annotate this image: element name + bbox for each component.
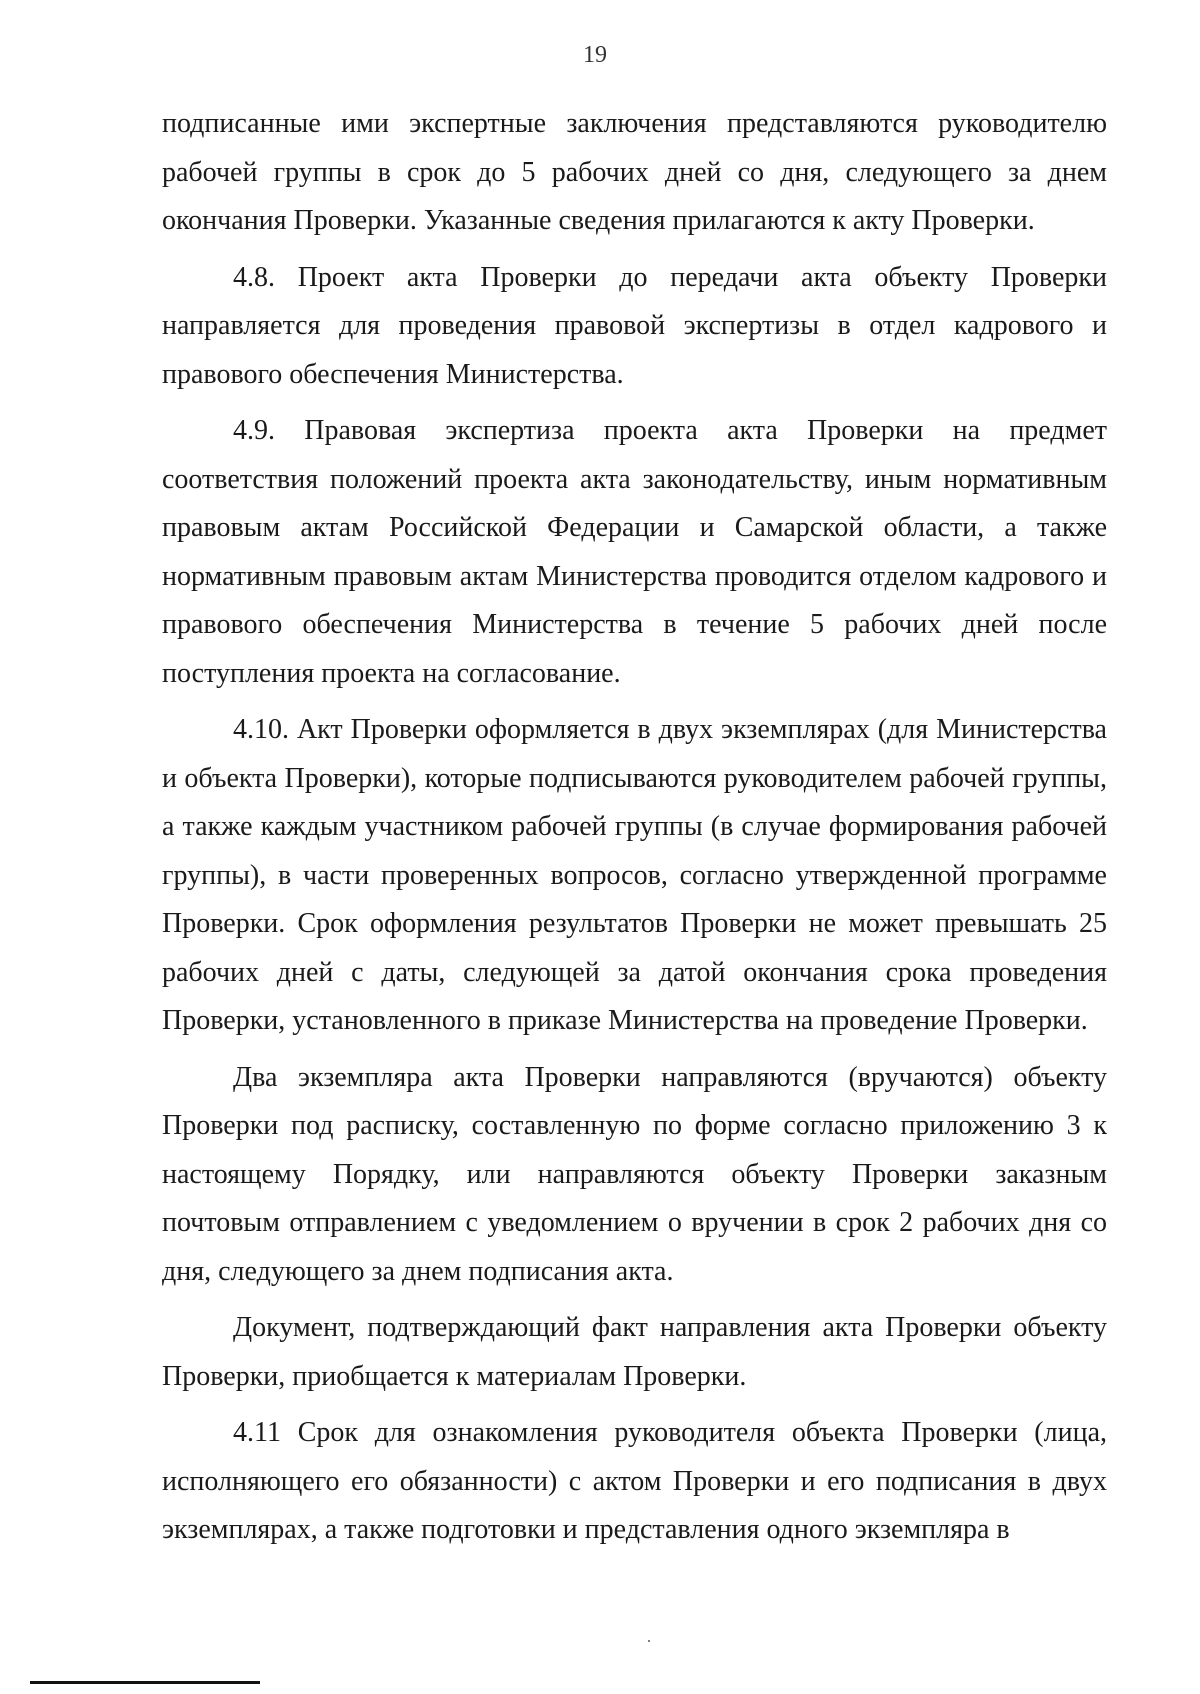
page-number: 19 bbox=[583, 42, 607, 68]
document-body bbox=[162, 100, 1107, 1555]
footnote-rule bbox=[30, 1681, 260, 1684]
paragraph-copies: Два экземпляра акта Проверки направляются (вручаются) объекту Проверки под расписку, составленную по форме согласно приложению 3 к настоящему Порядку, или направляются объекту Проверки заказным почтовым отправлением с уведомлением о вручении в срок 2 рабочих дня со дня, следующего за днем подписания акта. bbox=[162, 1061, 1107, 1287]
paragraph-4-9: 4.9. Правовая экспертиза проекта акта Проверки на предмет соответствия положений проекта акта законодательству, иным нормативным правовым актам Российской Федерации и Самарской области, а также нормативным правовым актам Министерства проводится отделом кадрового и правового обеспечения Министерства в течение 5 рабочих дней после поступления проекта на согласование. bbox=[162, 415, 1107, 689]
paragraph-document: Документ, подтверждающий факт направления акта Проверки объекту Проверки, приобщается к материалам Проверки. bbox=[162, 1312, 1107, 1392]
paragraph-4-8: 4.8. Проект акта Проверки до передачи акта объекту Проверки направляется для проведения правовой экспертизы в отдел кадрового и правового обеспечения Министерства. bbox=[162, 261, 1107, 390]
paragraph-continuation: подписанные ими экспертные заключения представляются руководителю рабочей группы в срок до 5 рабочих дней со дня, следующего за днем окончания Проверки. Указанные сведения прилагаются к акту Проверки. bbox=[162, 108, 1107, 236]
scan-speck bbox=[648, 1640, 650, 1642]
paragraph-4-10: 4.10. Акт Проверки оформляется в двух экземплярах (для Министерства и объекта Проверки), которые подписываются руководителем рабочей группы, а также каждым участником рабочей группы (в случае формирования рабочей группы), в части проверенных вопросов, согласно утвержденной программе Проверки. Срок оформления результатов Проверки не может превышать 25 рабочих дней с даты, следующей за датой окончания срока проведения Проверки, установленного в приказе Министерства на проведение Проверки. bbox=[162, 714, 1107, 1036]
paragraph-4-11: 4.11 Срок для ознакомления руководителя объекта Проверки (лица, исполняющего его обязанности) с актом Проверки и его подписания в двух экземплярах, а также подготовки и представления одного экземпляра в bbox=[162, 1417, 1107, 1545]
